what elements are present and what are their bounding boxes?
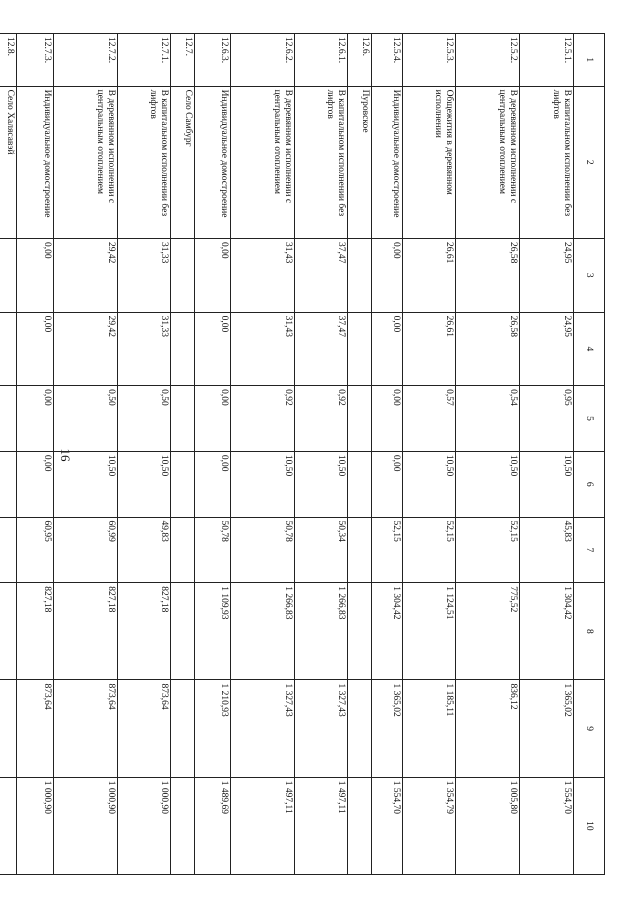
- value-cell: 0,50: [118, 386, 171, 452]
- value-cell: 1 354,79: [403, 777, 456, 874]
- table-row: [54, 34, 118, 875]
- value-cell: 836,12: [456, 680, 520, 777]
- value-cell: 0,00: [195, 312, 231, 386]
- value-cell: 0,00: [195, 238, 231, 312]
- value-cell: 49,83: [118, 517, 171, 583]
- value-cell: 50,78: [195, 517, 231, 583]
- value-cell: [0, 680, 17, 777]
- value-cell: [348, 451, 372, 517]
- value-cell: 10,50: [456, 451, 520, 517]
- page-number: 16: [58, 448, 73, 462]
- value-cell: 10,50: [54, 451, 118, 517]
- value-cell: [171, 583, 195, 680]
- header-cell: 6: [574, 451, 605, 517]
- value-cell: 31,33: [118, 312, 171, 386]
- value-cell: 1 000,90: [118, 777, 171, 874]
- value-cell: 873,64: [54, 680, 118, 777]
- value-cell: 1 000,90: [54, 777, 118, 874]
- value-cell: 0,00: [372, 451, 403, 517]
- value-cell: [348, 386, 372, 452]
- row-description: В капитальном исполнении без лифтов: [118, 86, 171, 238]
- value-cell: 1 210,93: [195, 680, 231, 777]
- tariff-table: [0, 33, 605, 875]
- value-cell: 1 005,80: [456, 777, 520, 874]
- header-cell: 2: [574, 86, 605, 238]
- value-cell: 0,00: [17, 312, 54, 386]
- table-row: [118, 34, 171, 875]
- row-code: 12.5.3.: [403, 34, 456, 87]
- section-row: [0, 34, 17, 875]
- value-cell: 52,15: [403, 517, 456, 583]
- row-code: 12.7.2.: [54, 34, 118, 87]
- value-cell: 60,99: [54, 517, 118, 583]
- row-code: 12.7.: [171, 34, 195, 87]
- value-cell: [171, 451, 195, 517]
- value-cell: 0,00: [17, 451, 54, 517]
- value-cell: [0, 777, 17, 874]
- section-row: [348, 34, 372, 875]
- value-cell: 10,50: [520, 451, 574, 517]
- value-cell: 37,47: [295, 238, 348, 312]
- value-cell: 873,64: [17, 680, 54, 777]
- value-cell: [171, 386, 195, 452]
- row-code: 12.5.4.: [372, 34, 403, 87]
- value-cell: 60,95: [17, 517, 54, 583]
- value-cell: 10,50: [118, 451, 171, 517]
- value-cell: 0,00: [17, 386, 54, 452]
- value-cell: 1 365,02: [372, 680, 403, 777]
- header-cell: 9: [574, 680, 605, 777]
- value-cell: [348, 312, 372, 386]
- value-cell: [348, 517, 372, 583]
- value-cell: [0, 386, 17, 452]
- value-cell: 1 365,02: [520, 680, 574, 777]
- value-cell: 52,15: [456, 517, 520, 583]
- value-cell: 0,00: [17, 238, 54, 312]
- row-description: В деревянном исполнении с центральным отоплением: [54, 86, 118, 238]
- row-description: В капитальном исполнении без лифтов: [295, 86, 348, 238]
- value-cell: 52,15: [372, 517, 403, 583]
- value-cell: 29,42: [54, 312, 118, 386]
- value-cell: 1 327,43: [231, 680, 295, 777]
- value-cell: 50,78: [231, 517, 295, 583]
- value-cell: 1 185,11: [403, 680, 456, 777]
- value-cell: [348, 777, 372, 874]
- table-row: [17, 34, 54, 875]
- value-cell: 827,18: [54, 583, 118, 680]
- value-cell: 31,43: [231, 238, 295, 312]
- row-code: 12.5.1.: [520, 34, 574, 87]
- value-cell: 1 554,70: [372, 777, 403, 874]
- value-cell: 10,50: [295, 451, 348, 517]
- value-cell: 26,58: [456, 238, 520, 312]
- row-description: Индивидуальное домостроение: [372, 86, 403, 238]
- table-row: [372, 34, 403, 875]
- value-cell: [0, 451, 17, 517]
- section-row: [171, 34, 195, 875]
- header-row: [574, 34, 605, 875]
- value-cell: 0,95: [520, 386, 574, 452]
- row-description: Индивидуальное домостроение: [195, 86, 231, 238]
- value-cell: [171, 312, 195, 386]
- value-cell: [348, 680, 372, 777]
- row-description: Общежития в деревянном исполнении: [403, 86, 456, 238]
- table-row: [520, 34, 574, 875]
- row-code: 12.6.1.: [295, 34, 348, 87]
- value-cell: 1 000,90: [17, 777, 54, 874]
- header-cell: 1: [574, 34, 605, 87]
- row-description: В капитальном исполнении без лифтов: [520, 86, 574, 238]
- value-cell: 0,57: [403, 386, 456, 452]
- value-cell: 1 109,93: [195, 583, 231, 680]
- row-code: 12.6.3.: [195, 34, 231, 87]
- value-cell: 24,95: [520, 238, 574, 312]
- value-cell: 1 489,69: [195, 777, 231, 874]
- value-cell: 50,34: [295, 517, 348, 583]
- row-code: 12.7.3.: [17, 34, 54, 87]
- value-cell: 1 497,11: [231, 777, 295, 874]
- row-description: Индивидуальное домостроение: [17, 86, 54, 238]
- row-description: Село Самбург: [171, 86, 195, 238]
- value-cell: [171, 777, 195, 874]
- table-row: [195, 34, 231, 875]
- value-cell: [0, 312, 17, 386]
- row-description: Село Халясавэй: [0, 86, 17, 238]
- row-code: 12.7.1.: [118, 34, 171, 87]
- value-cell: [348, 583, 372, 680]
- value-cell: 0,54: [456, 386, 520, 452]
- value-cell: 10,50: [231, 451, 295, 517]
- value-cell: 1 554,70: [520, 777, 574, 874]
- value-cell: 1 124,51: [403, 583, 456, 680]
- value-cell: 0,50: [54, 386, 118, 452]
- value-cell: 0,00: [372, 312, 403, 386]
- value-cell: 0,00: [195, 386, 231, 452]
- value-cell: [171, 238, 195, 312]
- row-code: 12.6.2.: [231, 34, 295, 87]
- value-cell: 45,83: [520, 517, 574, 583]
- value-cell: 0,92: [295, 386, 348, 452]
- value-cell: 0,00: [372, 238, 403, 312]
- value-cell: 775,52: [456, 583, 520, 680]
- row-code: 12.5.2.: [456, 34, 520, 87]
- header-cell: 5: [574, 386, 605, 452]
- value-cell: 31,33: [118, 238, 171, 312]
- value-cell: 26,58: [456, 312, 520, 386]
- value-cell: 10,50: [403, 451, 456, 517]
- row-code: 12.8.: [0, 34, 17, 87]
- value-cell: 37,47: [295, 312, 348, 386]
- value-cell: 1 497,11: [295, 777, 348, 874]
- value-cell: [0, 238, 17, 312]
- value-cell: 873,64: [118, 680, 171, 777]
- row-description: В деревянном исполнении с центральным отоплением: [231, 86, 295, 238]
- header-cell: 8: [574, 583, 605, 680]
- row-description: В деревянном исполнении с центральным отоплением: [456, 86, 520, 238]
- value-cell: 26,61: [403, 238, 456, 312]
- table-row: [295, 34, 348, 875]
- row-description: Пуровское: [348, 86, 372, 238]
- value-cell: 26,61: [403, 312, 456, 386]
- value-cell: 0,00: [372, 386, 403, 452]
- table-row: [231, 34, 295, 875]
- value-cell: [171, 517, 195, 583]
- value-cell: 1 266,83: [231, 583, 295, 680]
- table-row: [403, 34, 456, 875]
- value-cell: [348, 238, 372, 312]
- header-cell: 10: [574, 777, 605, 874]
- table-row: [456, 34, 520, 875]
- value-cell: 29,42: [54, 238, 118, 312]
- header-cell: 3: [574, 238, 605, 312]
- value-cell: 0,00: [195, 451, 231, 517]
- value-cell: 0,92: [231, 386, 295, 452]
- value-cell: 827,18: [17, 583, 54, 680]
- header-cell: 7: [574, 517, 605, 583]
- value-cell: [0, 517, 17, 583]
- value-cell: 1 304,42: [372, 583, 403, 680]
- row-code: 12.6.: [348, 34, 372, 87]
- header-cell: 4: [574, 312, 605, 386]
- value-cell: [171, 680, 195, 777]
- value-cell: 1 266,83: [295, 583, 348, 680]
- value-cell: [0, 583, 17, 680]
- value-cell: 827,18: [118, 583, 171, 680]
- value-cell: 24,95: [520, 312, 574, 386]
- value-cell: 31,43: [231, 312, 295, 386]
- value-cell: 1 327,43: [295, 680, 348, 777]
- value-cell: 1 304,42: [520, 583, 574, 680]
